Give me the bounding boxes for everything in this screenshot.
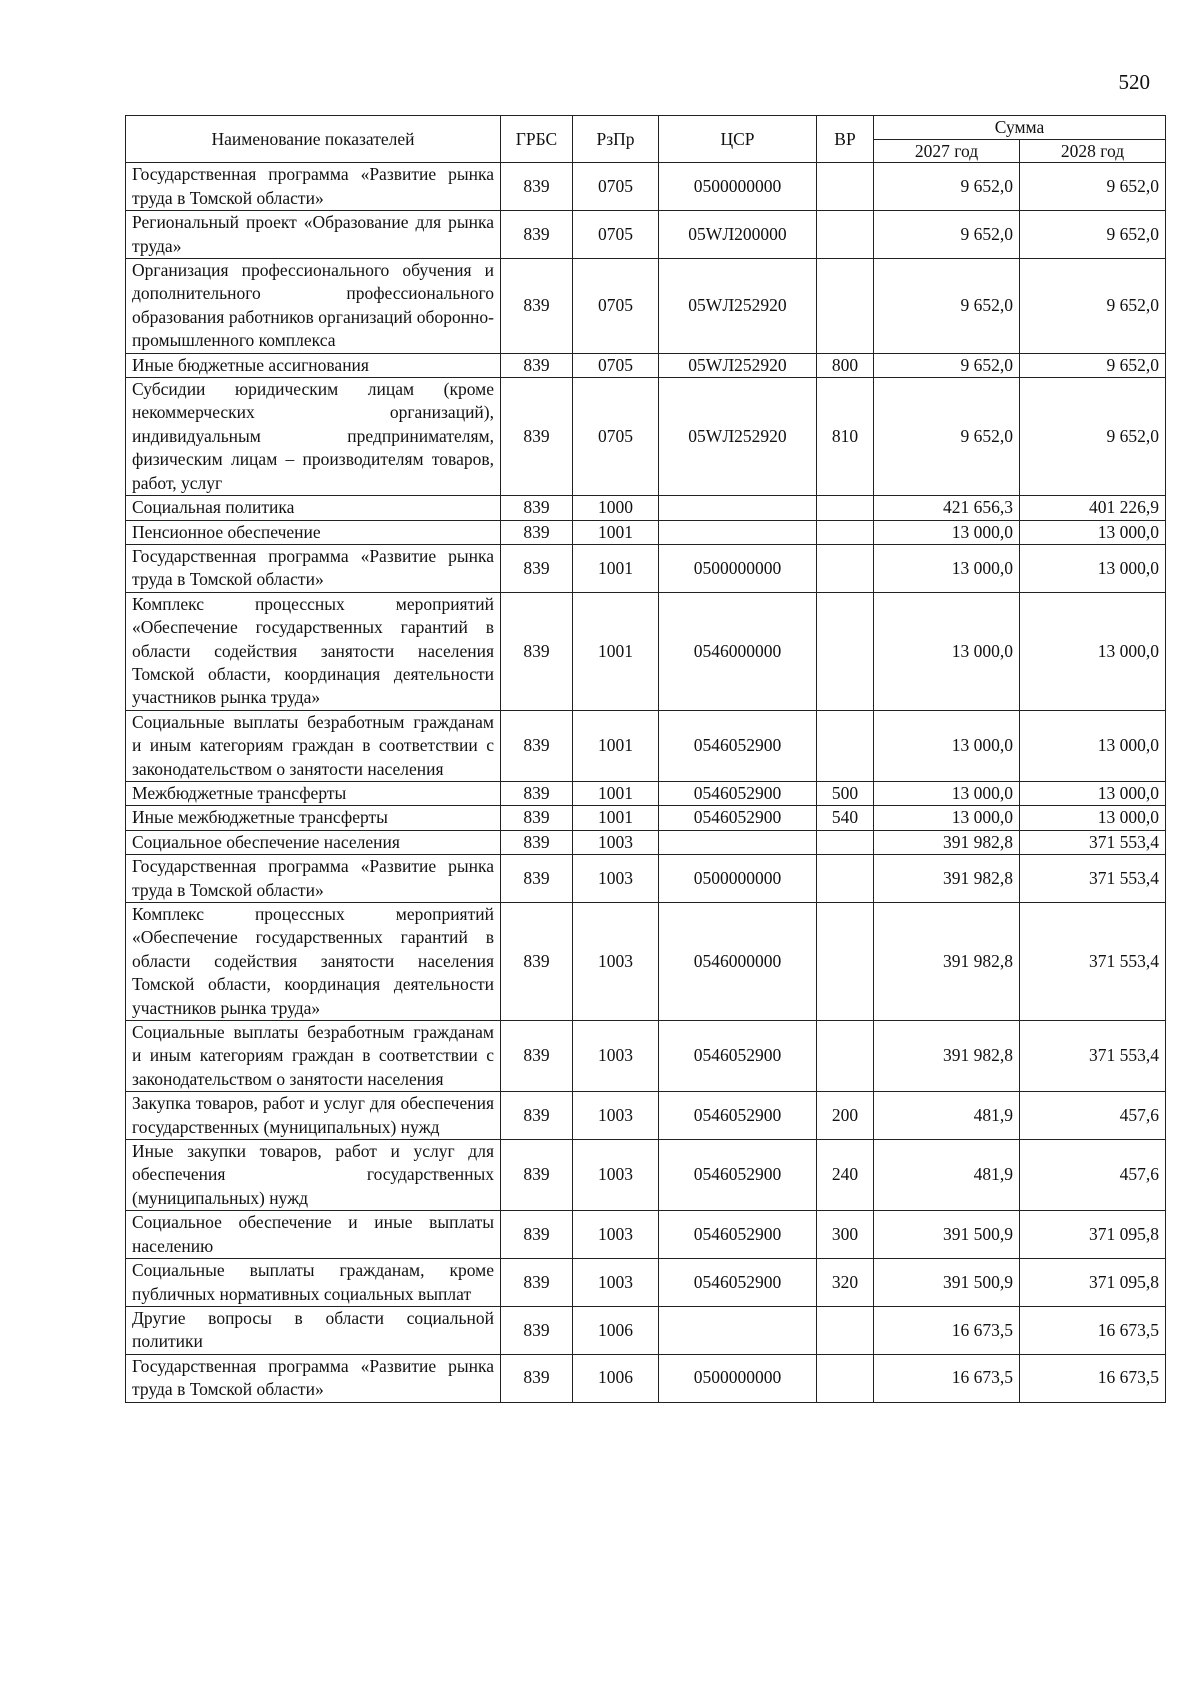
csr-cell [659, 496, 817, 520]
name-cell: Социальное обеспечение и иные выплаты населению [126, 1211, 501, 1259]
header-name: Наименование показателей [126, 116, 501, 163]
sum-2028-cell: 13 000,0 [1020, 710, 1166, 781]
sum-2028-cell: 457,6 [1020, 1140, 1166, 1211]
header-vr: ВР [817, 116, 874, 163]
name-cell: Пенсионное обеспечение [126, 520, 501, 544]
rzpr-cell: 1003 [573, 903, 659, 1021]
sum-2027-cell: 391 982,8 [874, 855, 1020, 903]
vr-cell: 540 [817, 806, 874, 830]
csr-cell: 0546052900 [659, 1092, 817, 1140]
table-row [126, 544, 1166, 592]
table-header [126, 116, 1166, 163]
rzpr-cell: 1003 [573, 1211, 659, 1259]
sum-2027-cell: 9 652,0 [874, 259, 1020, 354]
rzpr-cell: 1003 [573, 1140, 659, 1211]
sum-2027-cell: 13 000,0 [874, 520, 1020, 544]
rzpr-cell: 1001 [573, 520, 659, 544]
sum-2027-cell: 13 000,0 [874, 710, 1020, 781]
table-row [126, 353, 1166, 377]
name-cell: Иные закупки товаров, работ и услуг для обеспечения государственных (муниципальных) нужд [126, 1140, 501, 1211]
budget-table [125, 115, 1166, 1403]
csr-cell: 05WЛ200000 [659, 211, 817, 259]
sum-2028-cell: 16 673,5 [1020, 1354, 1166, 1402]
vr-cell: 500 [817, 781, 874, 805]
sum-2027-cell: 391 500,9 [874, 1259, 1020, 1307]
table-row [126, 211, 1166, 259]
rzpr-cell: 0705 [573, 211, 659, 259]
sum-2028-cell: 9 652,0 [1020, 211, 1166, 259]
grbs-cell: 839 [501, 259, 573, 354]
sum-2027-cell: 9 652,0 [874, 211, 1020, 259]
header-year-2028: 2028 год [1020, 140, 1166, 163]
header-rzpr: РзПр [573, 116, 659, 163]
name-cell: Социальная политика [126, 496, 501, 520]
vr-cell [817, 520, 874, 544]
vr-cell [817, 855, 874, 903]
sum-2028-cell: 13 000,0 [1020, 544, 1166, 592]
rzpr-cell: 1001 [573, 710, 659, 781]
sum-2027-cell: 13 000,0 [874, 781, 1020, 805]
table-row [126, 806, 1166, 830]
table-row [126, 1354, 1166, 1402]
csr-cell: 0546052900 [659, 1211, 817, 1259]
grbs-cell: 839 [501, 855, 573, 903]
rzpr-cell: 1001 [573, 592, 659, 710]
csr-cell: 0500000000 [659, 544, 817, 592]
grbs-cell: 839 [501, 1354, 573, 1402]
csr-cell: 0500000000 [659, 855, 817, 903]
vr-cell [817, 1354, 874, 1402]
name-cell: Комплекс процессных мероприятий «Обеспечение государственных гарантий в области содействия занятости населения Томской области, координация деятельности участников рынка труда» [126, 903, 501, 1021]
sum-2027-cell: 481,9 [874, 1092, 1020, 1140]
sum-2028-cell: 371 095,8 [1020, 1211, 1166, 1259]
table-row [126, 903, 1166, 1021]
sum-2028-cell: 371 553,4 [1020, 903, 1166, 1021]
csr-cell: 05WЛ252920 [659, 378, 817, 496]
grbs-cell: 839 [501, 544, 573, 592]
grbs-cell: 839 [501, 1140, 573, 1211]
sum-2028-cell: 13 000,0 [1020, 806, 1166, 830]
csr-cell [659, 830, 817, 854]
sum-2027-cell: 13 000,0 [874, 806, 1020, 830]
sum-2027-cell: 391 500,9 [874, 1211, 1020, 1259]
table-row [126, 830, 1166, 854]
sum-2028-cell: 16 673,5 [1020, 1306, 1166, 1354]
table-row [126, 259, 1166, 354]
grbs-cell: 839 [501, 592, 573, 710]
sum-2027-cell: 9 652,0 [874, 163, 1020, 211]
table-row [126, 1092, 1166, 1140]
sum-2028-cell: 371 553,4 [1020, 855, 1166, 903]
vr-cell [817, 1306, 874, 1354]
rzpr-cell: 1001 [573, 781, 659, 805]
sum-2027-cell: 16 673,5 [874, 1306, 1020, 1354]
grbs-cell: 839 [501, 830, 573, 854]
rzpr-cell: 1003 [573, 1092, 659, 1140]
sum-2027-cell: 391 982,8 [874, 903, 1020, 1021]
sum-2028-cell: 13 000,0 [1020, 520, 1166, 544]
csr-cell: 0546052900 [659, 781, 817, 805]
table-row [126, 496, 1166, 520]
vr-cell [817, 163, 874, 211]
sum-2027-cell: 16 673,5 [874, 1354, 1020, 1402]
rzpr-cell: 1003 [573, 1021, 659, 1092]
table-row [126, 1259, 1166, 1307]
header-year-2027: 2027 год [874, 140, 1020, 163]
table-row [126, 592, 1166, 710]
name-cell: Иные бюджетные ассигнования [126, 353, 501, 377]
grbs-cell: 839 [501, 1092, 573, 1140]
name-cell: Государственная программа «Развитие рынка труда в Томской области» [126, 855, 501, 903]
sum-2028-cell: 401 226,9 [1020, 496, 1166, 520]
rzpr-cell: 0705 [573, 353, 659, 377]
name-cell: Субсидии юридическим лицам (кроме некоммерческих организаций), индивидуальным предпринимателям, физическим лицам – производителям товаров, работ, услуг [126, 378, 501, 496]
sum-2027-cell: 391 982,8 [874, 830, 1020, 854]
name-cell: Социальные выплаты безработным гражданам и иным категориям граждан в соответствии с законодательством о занятости населения [126, 1021, 501, 1092]
rzpr-cell: 0705 [573, 378, 659, 496]
grbs-cell: 839 [501, 211, 573, 259]
sum-2028-cell: 9 652,0 [1020, 259, 1166, 354]
grbs-cell: 839 [501, 1306, 573, 1354]
table-row [126, 163, 1166, 211]
rzpr-cell: 1001 [573, 806, 659, 830]
name-cell: Организация профессионального обучения и дополнительного профессионального образования работников организаций оборонно-промышленного комплекса [126, 259, 501, 354]
vr-cell [817, 592, 874, 710]
name-cell: Государственная программа «Развитие рынка труда в Томской области» [126, 1354, 501, 1402]
rzpr-cell: 1000 [573, 496, 659, 520]
name-cell: Социальные выплаты безработным гражданам и иным категориям граждан в соответствии с законодательством о занятости населения [126, 710, 501, 781]
vr-cell: 200 [817, 1092, 874, 1140]
vr-cell [817, 211, 874, 259]
csr-cell [659, 520, 817, 544]
grbs-cell: 839 [501, 806, 573, 830]
sum-2027-cell: 391 982,8 [874, 1021, 1020, 1092]
csr-cell: 05WЛ252920 [659, 353, 817, 377]
grbs-cell: 839 [501, 378, 573, 496]
csr-cell: 0546052900 [659, 710, 817, 781]
rzpr-cell: 1006 [573, 1306, 659, 1354]
sum-2027-cell: 13 000,0 [874, 592, 1020, 710]
sum-2027-cell: 9 652,0 [874, 353, 1020, 377]
csr-cell: 0500000000 [659, 1354, 817, 1402]
table-row [126, 781, 1166, 805]
name-cell: Закупка товаров, работ и услуг для обеспечения государственных (муниципальных) нужд [126, 1092, 501, 1140]
grbs-cell: 839 [501, 903, 573, 1021]
csr-cell: 0546000000 [659, 903, 817, 1021]
name-cell: Социальное обеспечение населения [126, 830, 501, 854]
sum-2027-cell: 421 656,3 [874, 496, 1020, 520]
page-number: 520 [1118, 70, 1150, 94]
table-row [126, 1211, 1166, 1259]
csr-cell: 0546052900 [659, 1259, 817, 1307]
grbs-cell: 839 [501, 1021, 573, 1092]
name-cell: Другие вопросы в области социальной политики [126, 1306, 501, 1354]
table-body [126, 163, 1166, 1402]
name-cell: Социальные выплаты гражданам, кроме публичных нормативных социальных выплат [126, 1259, 501, 1307]
sum-2028-cell: 457,6 [1020, 1092, 1166, 1140]
rzpr-cell: 1003 [573, 1259, 659, 1307]
csr-cell: 0500000000 [659, 163, 817, 211]
grbs-cell: 839 [501, 520, 573, 544]
vr-cell: 800 [817, 353, 874, 377]
table-row [126, 1306, 1166, 1354]
name-cell: Межбюджетные трансферты [126, 781, 501, 805]
vr-cell [817, 710, 874, 781]
vr-cell: 240 [817, 1140, 874, 1211]
vr-cell [817, 496, 874, 520]
header-sum: Сумма [874, 116, 1166, 140]
csr-cell [659, 1306, 817, 1354]
name-cell: Государственная программа «Развитие рынка труда в Томской области» [126, 163, 501, 211]
sum-2028-cell: 9 652,0 [1020, 163, 1166, 211]
sum-2028-cell: 371 553,4 [1020, 1021, 1166, 1092]
csr-cell: 0546000000 [659, 592, 817, 710]
table-row [126, 378, 1166, 496]
name-cell: Государственная программа «Развитие рынка труда в Томской области» [126, 544, 501, 592]
vr-cell: 300 [817, 1211, 874, 1259]
grbs-cell: 839 [501, 710, 573, 781]
vr-cell [817, 830, 874, 854]
table-row [126, 710, 1166, 781]
csr-cell: 0546052900 [659, 1021, 817, 1092]
vr-cell [817, 903, 874, 1021]
vr-cell [817, 1021, 874, 1092]
vr-cell: 320 [817, 1259, 874, 1307]
rzpr-cell: 1003 [573, 830, 659, 854]
grbs-cell: 839 [501, 1259, 573, 1307]
vr-cell [817, 544, 874, 592]
header-csr: ЦСР [659, 116, 817, 163]
vr-cell: 810 [817, 378, 874, 496]
grbs-cell: 839 [501, 1211, 573, 1259]
vr-cell [817, 259, 874, 354]
csr-cell: 0546052900 [659, 1140, 817, 1211]
header-grbs: ГРБС [501, 116, 573, 163]
name-cell: Региональный проект «Образование для рынка труда» [126, 211, 501, 259]
sum-2027-cell: 9 652,0 [874, 378, 1020, 496]
sum-2027-cell: 13 000,0 [874, 544, 1020, 592]
sum-2028-cell: 13 000,0 [1020, 781, 1166, 805]
rzpr-cell: 1006 [573, 1354, 659, 1402]
grbs-cell: 839 [501, 353, 573, 377]
sum-2028-cell: 371 553,4 [1020, 830, 1166, 854]
sum-2027-cell: 481,9 [874, 1140, 1020, 1211]
csr-cell: 0546052900 [659, 806, 817, 830]
table-row [126, 1140, 1166, 1211]
table-row [126, 520, 1166, 544]
sum-2028-cell: 13 000,0 [1020, 592, 1166, 710]
rzpr-cell: 0705 [573, 259, 659, 354]
rzpr-cell: 1003 [573, 855, 659, 903]
name-cell: Иные межбюджетные трансферты [126, 806, 501, 830]
sum-2028-cell: 9 652,0 [1020, 353, 1166, 377]
csr-cell: 05WЛ252920 [659, 259, 817, 354]
rzpr-cell: 1001 [573, 544, 659, 592]
table-row [126, 1021, 1166, 1092]
sum-2028-cell: 371 095,8 [1020, 1259, 1166, 1307]
name-cell: Комплекс процессных мероприятий «Обеспечение государственных гарантий в области содействия занятости населения Томской области, координация деятельности участников рынка труда» [126, 592, 501, 710]
grbs-cell: 839 [501, 496, 573, 520]
rzpr-cell: 0705 [573, 163, 659, 211]
grbs-cell: 839 [501, 163, 573, 211]
table-row [126, 855, 1166, 903]
grbs-cell: 839 [501, 781, 573, 805]
sum-2028-cell: 9 652,0 [1020, 378, 1166, 496]
